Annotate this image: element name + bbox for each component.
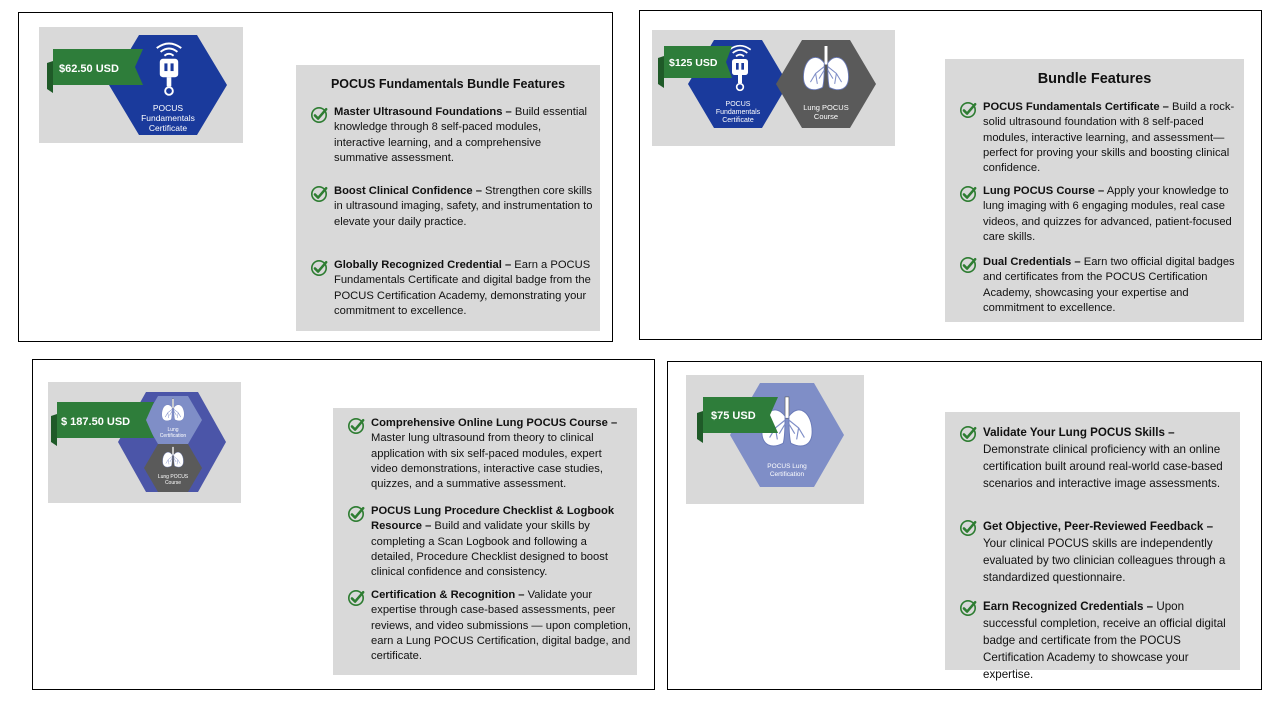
bundle-card-fundamentals [18, 12, 613, 342]
features-box [945, 412, 1240, 681]
product-image [39, 27, 243, 143]
badge-line: Lung [167, 427, 179, 433]
check-icon [959, 599, 977, 617]
features-box [945, 59, 1244, 322]
badge-line: Certificate [148, 123, 188, 133]
feature-heading: Boost Clinical Confidence – [334, 185, 482, 197]
bundle-card-lung-course [32, 359, 655, 690]
feature-heading: Comprehensive Online Lung POCUS Course – [371, 417, 618, 429]
feature-text: Upon successful completion, receive an official digital badge and certificate from the POCUS Certification Academy to showcase your expertise. [983, 600, 1226, 681]
features-box [296, 65, 600, 331]
badge-line: Certification [159, 433, 187, 439]
features-box [333, 408, 637, 675]
feature-heading: Earn Recognized Credentials – [983, 600, 1154, 613]
check-icon [959, 185, 977, 203]
price-label: $125 USD [669, 57, 718, 69]
feature-text: Validate your expertise through case-based assessments, peer reviews, and video submissions — upon completion, earn a Lung POCUS Certification, digital badge, and certificate. [371, 589, 631, 663]
feature-heading: POCUS Lung Procedure Checklist & Logbook Resource – [371, 505, 615, 533]
price-label: $ 187.50 USD [61, 416, 131, 428]
badge-line: POCUS [725, 101, 751, 108]
badge-line: Certification [769, 471, 805, 478]
bundle-card-lung-certification [667, 361, 1262, 690]
feature-heading: Globally Recognized Credential – [334, 259, 512, 271]
check-icon [347, 505, 365, 523]
badge-line: Lung POCUS [157, 474, 189, 480]
check-icon [959, 425, 977, 443]
badge-line: POCUS Lung [767, 463, 807, 470]
price-label: $62.50 USD [59, 63, 119, 75]
feature-heading: Certification & Recognition – [371, 589, 525, 601]
feature-text: Earn a POCUS Fundamentals Certificate and digital badge from the POCUS Certification Academy, demonstrating your commitment to excellence. [334, 259, 591, 317]
badge-line: Fundamentals [141, 113, 195, 123]
check-icon [310, 106, 328, 124]
feature-heading: POCUS Fundamentals Certificate – [983, 101, 1169, 113]
feature-text: Build and validate your skills by completing a Scan Logbook and following a detailed, Procedure Checklist designed to boost clinical confidence and consistency. [371, 520, 608, 579]
check-icon [959, 101, 977, 119]
check-icon [310, 185, 328, 203]
feature-heading: Validate Your Lung POCUS Skills – [983, 426, 1175, 439]
feature-text: Master lung ultrasound from theory to clinical application with six self-paced modules, expert video demonstrations, interactive case studies, quizzes, and a summative assessment. [371, 432, 603, 491]
badge-line: Course [164, 480, 182, 486]
feature-text: Your clinical POCUS skills are independently evaluated by two clinician colleagues through a standardized questionnaire. [983, 537, 1226, 584]
feature-text: Build essential knowledge through 8 self-paced modules, interactive learning, and a comprehensive summative assessment. [334, 106, 588, 164]
feature-heading: Dual Credentials – [983, 256, 1081, 268]
check-icon [959, 256, 977, 274]
badge-line: Fundamentals [715, 109, 761, 116]
check-icon [959, 519, 977, 537]
features-title: POCUS Fundamentals Bundle Features [330, 77, 566, 91]
badge-line: Lung POCUS [803, 103, 849, 112]
feature-text: Earn two official digital badges and certificates from the POCUS Certification Academy, showcasing your expertise and commitment to excellence. [983, 256, 1235, 314]
feature-text: Demonstrate clinical proficiency with an online certification built around real-world case-based scenarios and interactive image assessments. [983, 443, 1223, 490]
product-image [48, 382, 241, 503]
product-image [652, 30, 895, 146]
badge-line: Course [813, 112, 839, 121]
feature-heading: Get Objective, Peer-Reviewed Feedback – [983, 520, 1214, 533]
feature-heading: Master Ultrasound Foundations – [334, 106, 512, 118]
check-icon [310, 259, 328, 277]
product-image [686, 375, 864, 504]
feature-heading: Lung POCUS Course – [983, 185, 1105, 197]
badge-line: Certificate [722, 117, 754, 124]
feature-text: Build a rock-solid ultrasound foundation with 8 self-paced modules, interactive learning, and assessment—perfect for proving your skills and boosting clinical confidence. [983, 101, 1235, 175]
badge-line: POCUS [152, 103, 184, 113]
check-icon [347, 417, 365, 435]
features-title: Bundle Features [1037, 71, 1152, 87]
check-icon [347, 589, 365, 607]
price-label: $75 USD [711, 410, 756, 422]
feature-text: Apply your knowledge to lung imaging with 6 engaging modules, real case videos, and quizzes for advanced, patient-focused care skills. [983, 185, 1232, 243]
bundle-card-fundamentals-lung [639, 10, 1262, 340]
feature-text: Strengthen core skills in ultrasound imaging, safety, and instrumentation to elevate your daily practice. [334, 185, 593, 228]
